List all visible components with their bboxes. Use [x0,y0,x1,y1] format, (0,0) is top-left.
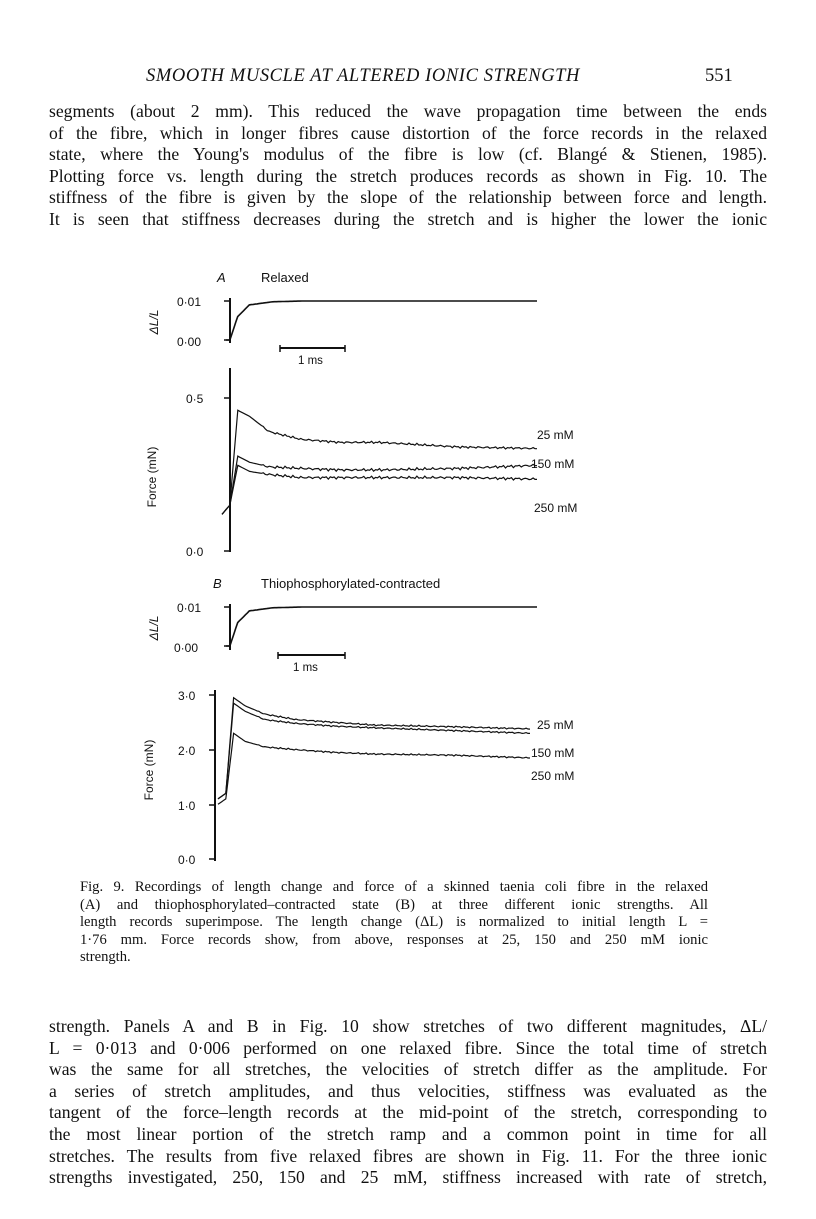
tick-label: 3·0 [178,689,196,703]
tick-label: 0·0 [186,545,204,559]
figure-9 [0,260,816,872]
text-line: It is seen that stiffness decreases during the stretch and is higher the lower the ionic [49,208,767,229]
figure-caption [80,879,708,967]
text-line: stiffness of the fibre is given by the slope of the relationship between force and length. [49,187,767,208]
scale-bar-label: 1 ms [293,662,318,674]
text-line: tangent of the force–length records at the mid-point of the stretch, corresponding to [49,1102,767,1123]
caption-line: length records superimpose. The length change (ΔL) is normalized to initial length L = [80,914,708,931]
panel-a-length-ylabel: ΔL/L [147,309,161,335]
series-label-25mm: 25 mM [537,718,574,732]
running-title: SMOOTH MUSCLE AT ALTERED IONIC STRENGTH [146,66,581,86]
panel-a-force-trace-250mm [222,465,537,514]
text-line: strength. Panels A and B in Fig. 10 show stretches of two different magnitudes, ΔL/ [49,1016,767,1036]
panel-a-force-ylabel: Force (mN) [145,446,159,508]
panel-b [142,576,574,867]
series-label-250mm: 250 mM [531,769,575,783]
tick-label: 1·0 [178,799,196,813]
panel-b-letter: B [213,576,222,591]
text-line: Plotting force vs. length during the stretch produces records as shown in Fig. 10. The [49,165,767,186]
panel-a-force-trace-150mm [222,456,537,514]
figure-svg [0,260,816,872]
panel-a [145,270,577,559]
tick-label: 0·01 [177,601,202,615]
tick-label: 0·01 [177,295,202,309]
text-line: strengths investigated, 250, 150 and 25 mM, stiffness increased with rate of stretch, [49,1167,767,1188]
text-line: the most linear portion of the stretch ramp and a common point in time for all [49,1123,767,1144]
caption-line: 1·76 mm. Force records show, from above, responses at 25, 150 and 250 mM ionic [80,931,708,948]
text-line: state, where the Young's modulus of the fibre is low (cf. Blangé & Stienen, 1985). [49,144,767,165]
panel-b-length-trace [226,607,537,646]
panel-b-force-trace-150mm [218,703,530,799]
panel-b-length-ylabel: ΔL/L [147,615,161,641]
caption-line: strength. [80,949,131,966]
text-line: was the same for all stretches, the velocities of stretch differ as the amplitude. For [49,1059,767,1080]
panel-a-letter: A [217,270,226,285]
panel-b-force-ylabel: Force (mN) [142,739,156,801]
caption-line: (A) and thiophosphorylated–contracted state (B) at three different ionic strengths. All [80,896,708,913]
body-paragraph-top [49,101,767,231]
scale-bar-label: 1 ms [298,355,323,367]
panel-b-force-trace-25mm [218,698,530,799]
panel-a-length-trace [226,301,537,340]
text-line: stretches. The results from five relaxed fibres are shown in Fig. 11. For the three ionic [49,1145,767,1166]
text-line: of the fibre, which in longer fibres cause distortion of the force records in the relaxed [49,122,767,143]
text-line: L = 0·013 and 0·006 performed on one relaxed fibre. Since the total time of stretch [49,1037,767,1058]
text-line: segments (about 2 mm). This reduced the wave propagation time between the ends [49,101,767,121]
running-head [0,66,816,92]
series-label-150mm: 150 mM [531,746,575,760]
tick-label: 0·5 [186,392,204,406]
series-label-250mm: 250 mM [534,501,578,515]
panel-b-title: Thiophosphorylated-contracted [261,576,441,591]
tick-label: 0·0 [178,853,196,867]
caption-line: Fig. 9. Recordings of length change and force of a skinned taenia coli fibre in the relaxed [80,879,708,895]
tick-label: 0·00 [177,335,202,349]
text-line: a series of stretch amplitudes, and thus velocities, stiffness was evaluated as the [49,1080,767,1101]
panel-b-force-trace-250mm [218,733,530,804]
tick-label: 0·00 [174,641,199,655]
page-number: 551 [705,66,733,86]
series-label-150mm: 150 mM [531,457,575,471]
panel-a-force-trace-25mm [222,410,537,514]
tick-label: 2·0 [178,744,196,758]
body-paragraph-bottom [49,1016,767,1189]
panel-a-title: Relaxed [261,270,309,285]
series-label-25mm: 25 mM [537,428,574,442]
